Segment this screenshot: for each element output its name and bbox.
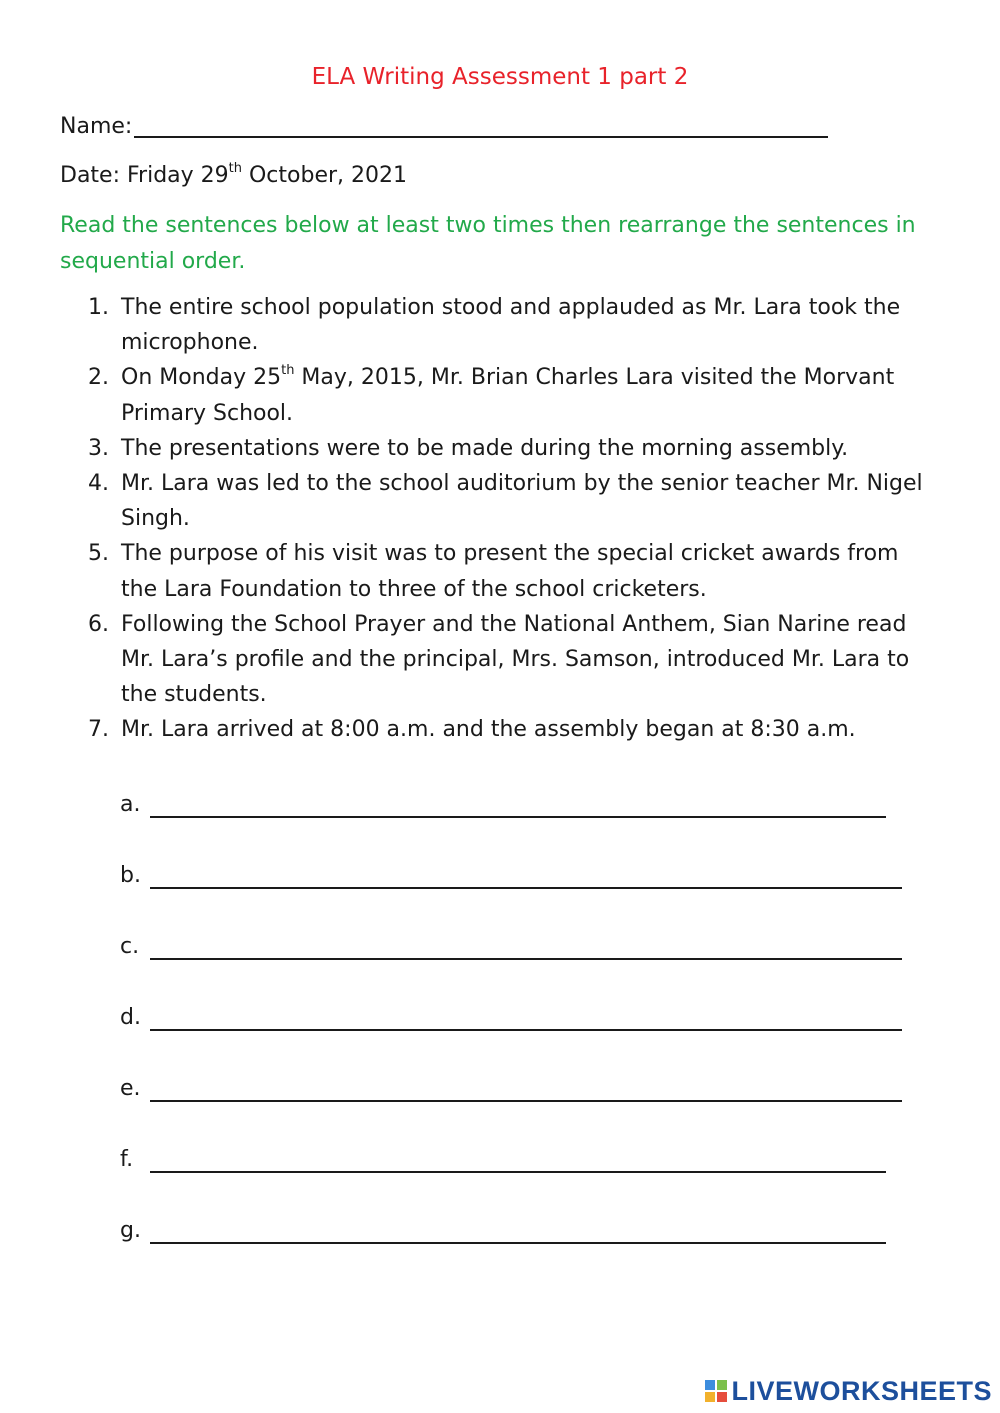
- answer-label: b.: [120, 863, 141, 888]
- list-item: [88, 290, 938, 360]
- worksheet-title: ELA Writing Assessment 1 part 2: [311, 64, 689, 90]
- list-item: [88, 712, 938, 747]
- answer-line-c[interactable]: [150, 958, 902, 960]
- answer-line-g[interactable]: [150, 1242, 886, 1244]
- instructions: Read the sentences below at least two times then rearrange the sentences in sequential order.: [60, 213, 916, 274]
- answer-row: [120, 851, 910, 922]
- answer-row: [120, 1135, 910, 1206]
- date-line: [60, 163, 407, 188]
- logo-text: LIVEWORKSHEETS: [731, 1375, 992, 1406]
- item-number: 4.: [88, 471, 109, 497]
- name-input-line[interactable]: [134, 136, 828, 138]
- answer-row: [120, 780, 910, 851]
- list-item: [88, 360, 938, 430]
- answer-line-a[interactable]: [150, 816, 886, 818]
- answer-line-d[interactable]: [150, 1029, 902, 1031]
- item-text: Mr. Lara was led to the school auditorium by the senior teacher Mr. Nigel Singh.: [121, 471, 923, 532]
- answer-label: f.: [120, 1147, 134, 1172]
- item-number: 7.: [88, 717, 109, 743]
- item-number: 6.: [88, 611, 109, 637]
- sentence-list: [88, 290, 938, 748]
- item-number: 5.: [88, 541, 109, 567]
- date-rest: October, 2021: [242, 163, 408, 188]
- item-text: The presentations were to be made during the morning assembly.: [121, 435, 849, 461]
- list-item: [88, 536, 938, 606]
- item-number: 1.: [88, 295, 109, 320]
- answer-label: a.: [120, 792, 141, 817]
- item-text-sup: th: [281, 363, 295, 379]
- answer-row: [120, 1064, 910, 1135]
- answer-label: c.: [120, 934, 140, 959]
- date-prefix: Date: Friday 29: [60, 163, 229, 188]
- answer-section: [120, 780, 910, 1277]
- item-text: The purpose of his visit was to present the special cricket awards from the Lara Foundation to three of the school cricketers.: [121, 541, 899, 602]
- list-item: [88, 466, 938, 536]
- date-suffix: th: [228, 161, 242, 176]
- liveworksheets-logo-icon: [705, 1380, 727, 1402]
- item-text: The entire school population stood and applauded as Mr. Lara took the microphone.: [121, 295, 901, 356]
- answer-row: [120, 1206, 910, 1277]
- answer-label: d.: [120, 1005, 141, 1030]
- answer-label: g.: [120, 1218, 141, 1243]
- item-text: Following the School Prayer and the National Anthem, Sian Narine read Mr. Lara’s profile and the principal, Mrs. Samson, introduced Mr. Lara to the students.: [121, 611, 910, 708]
- answer-line-e[interactable]: [150, 1100, 902, 1102]
- answer-label: e.: [120, 1076, 141, 1101]
- logo-square: [705, 1380, 715, 1390]
- item-number: 3.: [88, 435, 109, 461]
- list-item: [88, 607, 938, 713]
- answer-line-b[interactable]: [150, 887, 902, 889]
- answer-line-f[interactable]: [150, 1171, 886, 1173]
- item-text-post: May, 2015, Mr. Brian Charles Lara visited the Morvant Primary School.: [121, 365, 895, 426]
- item-number: 2.: [88, 365, 109, 391]
- answer-row: [120, 993, 910, 1064]
- liveworksheets-logo: [705, 1377, 992, 1405]
- logo-square: [717, 1380, 727, 1390]
- item-text: Mr. Lara arrived at 8:00 a.m. and the assembly began at 8:30 a.m.: [121, 717, 856, 743]
- logo-square: [717, 1392, 727, 1402]
- name-label: Name:: [60, 114, 133, 139]
- answer-row: [120, 922, 910, 993]
- list-item: [88, 431, 938, 466]
- logo-square: [705, 1392, 715, 1402]
- item-text-pre: On Monday 25: [121, 365, 282, 391]
